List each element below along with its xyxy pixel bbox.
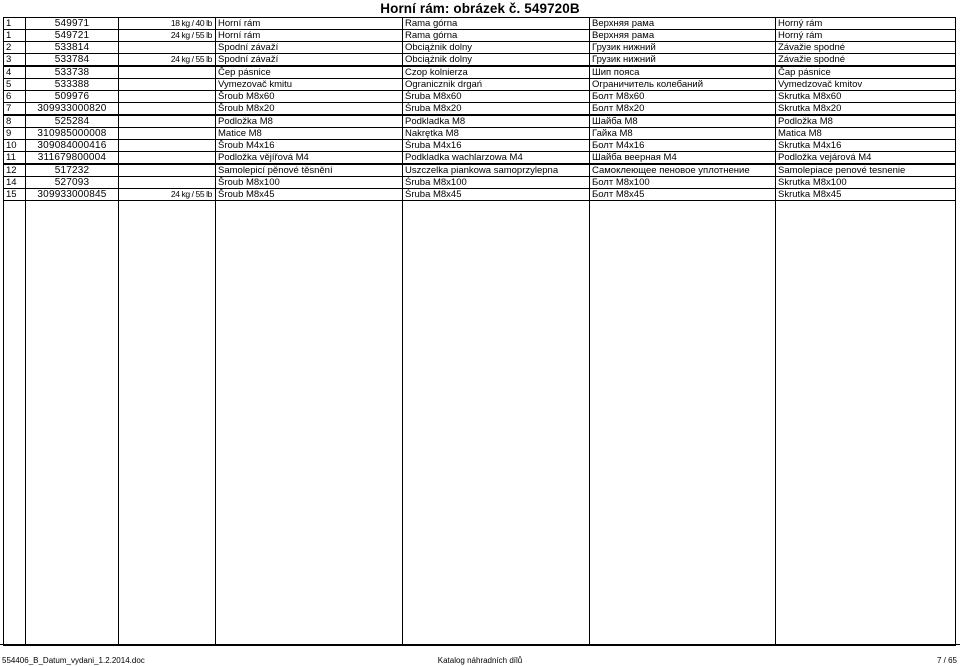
- cell-name-polish: Obciążnik dolny: [403, 42, 590, 54]
- cell-position-number: 1: [4, 18, 26, 30]
- cell-name-slovak: Podložka M8: [776, 115, 956, 128]
- table-row: [4, 164, 956, 177]
- cell-weight: [119, 128, 216, 140]
- cell-part-number: 533814: [26, 42, 119, 54]
- cell-part-number: 309933000845: [26, 189, 119, 201]
- cell-name-russian: Шип пояса: [590, 66, 776, 79]
- cell-name-russian: Гайка M8: [590, 128, 776, 140]
- cell-name-slovak: Závažie spodné: [776, 54, 956, 67]
- cell-name-russian: Ограничитель колебаний: [590, 79, 776, 91]
- empty-cell: [4, 201, 26, 646]
- cell-name-slovak: Horný rám: [776, 18, 956, 30]
- cell-name-polish: Podkladka wachlarzowa M4: [403, 152, 590, 165]
- footer-catalog-title: Katalog náhradních dílů: [437, 656, 523, 665]
- cell-name-russian: Грузик нижний: [590, 42, 776, 54]
- table-row: [4, 189, 956, 201]
- empty-cell: [776, 201, 956, 646]
- cell-weight: 24 kg / 55 lb: [119, 189, 216, 201]
- page-title: Horní rám: obrázek č. 549720B: [380, 1, 580, 16]
- cell-name-russian: Верхняя рама: [590, 18, 776, 30]
- parts-table-body: [4, 18, 956, 646]
- cell-name-polish: Śruba M8x60: [403, 91, 590, 103]
- cell-name-czech: Spodní závaží: [216, 54, 403, 67]
- empty-cell: [403, 201, 590, 646]
- cell-part-number: 309084000416: [26, 140, 119, 152]
- table-row: [4, 177, 956, 189]
- table-row: [4, 66, 956, 79]
- cell-part-number: 549721: [26, 30, 119, 42]
- cell-part-number: 533738: [26, 66, 119, 79]
- cell-name-russian: Болт M8x20: [590, 103, 776, 116]
- cell-part-number: 533388: [26, 79, 119, 91]
- cell-position-number: 7: [4, 103, 26, 116]
- cell-part-number: 527093: [26, 177, 119, 189]
- cell-position-number: 2: [4, 42, 26, 54]
- table-row: [4, 18, 956, 30]
- cell-position-number: 10: [4, 140, 26, 152]
- cell-name-slovak: Skrutka M8x45: [776, 189, 956, 201]
- table-row: [4, 140, 956, 152]
- cell-name-polish: Obciążnik dolny: [403, 54, 590, 67]
- cell-name-polish: Rama górna: [403, 18, 590, 30]
- cell-weight: [119, 140, 216, 152]
- cell-name-czech: Podložka vějířová M4: [216, 152, 403, 165]
- cell-position-number: 9: [4, 128, 26, 140]
- table-row: [4, 79, 956, 91]
- cell-weight: [119, 103, 216, 116]
- cell-name-russian: Болт M8x45: [590, 189, 776, 201]
- cell-name-czech: Šroub M4x16: [216, 140, 403, 152]
- cell-name-polish: Śruba M8x100: [403, 177, 590, 189]
- cell-position-number: 11: [4, 152, 26, 165]
- cell-position-number: 5: [4, 79, 26, 91]
- cell-name-czech: Šroub M8x20: [216, 103, 403, 116]
- cell-name-polish: Ogranicznik drgań: [403, 79, 590, 91]
- cell-name-polish: Śruba M4x16: [403, 140, 590, 152]
- cell-name-russian: Верхняя рама: [590, 30, 776, 42]
- empty-cell: [26, 201, 119, 646]
- cell-name-czech: Matice M8: [216, 128, 403, 140]
- cell-part-number: 517232: [26, 164, 119, 177]
- cell-weight: [119, 79, 216, 91]
- cell-name-czech: Šroub M8x45: [216, 189, 403, 201]
- table-row: [4, 30, 956, 42]
- cell-position-number: 4: [4, 66, 26, 79]
- cell-name-slovak: Horný rám: [776, 30, 956, 42]
- cell-name-slovak: Skrutka M8x60: [776, 91, 956, 103]
- table-row: [4, 103, 956, 116]
- footer-page-number: 7 / 65: [936, 656, 957, 665]
- cell-weight: [119, 66, 216, 79]
- cell-position-number: 3: [4, 54, 26, 67]
- cell-name-czech: Horní rám: [216, 18, 403, 30]
- table-row: [4, 91, 956, 103]
- cell-name-polish: Śruba M8x20: [403, 103, 590, 116]
- empty-cell: [216, 201, 403, 646]
- cell-part-number: 533784: [26, 54, 119, 67]
- cell-name-polish: Śruba M8x45: [403, 189, 590, 201]
- cell-part-number: 311679800004: [26, 152, 119, 165]
- parts-table: [3, 17, 956, 646]
- cell-name-czech: Podložka M8: [216, 115, 403, 128]
- cell-part-number: 310985000008: [26, 128, 119, 140]
- table-row: [4, 115, 956, 128]
- cell-name-polish: Czop kolnierza: [403, 66, 590, 79]
- cell-weight: 24 kg / 55 lb: [119, 30, 216, 42]
- table-row: [4, 42, 956, 54]
- cell-part-number: 509976: [26, 91, 119, 103]
- cell-name-polish: Uszczelka piankowa samoprzylepna: [403, 164, 590, 177]
- cell-weight: [119, 115, 216, 128]
- cell-name-czech: Vymezovač kmitu: [216, 79, 403, 91]
- cell-weight: 18 kg / 40 lb: [119, 18, 216, 30]
- footer-divider: [0, 644, 960, 645]
- cell-name-slovak: Podložka vejárová M4: [776, 152, 956, 165]
- table-row: [4, 128, 956, 140]
- cell-weight: 24 kg / 55 lb: [119, 54, 216, 67]
- cell-name-slovak: Samolepiace penové tesnenie: [776, 164, 956, 177]
- cell-name-polish: Podkladka M8: [403, 115, 590, 128]
- cell-weight: [119, 164, 216, 177]
- cell-name-czech: Šroub M8x60: [216, 91, 403, 103]
- cell-weight: [119, 152, 216, 165]
- cell-name-slovak: Skrutka M8x100: [776, 177, 956, 189]
- cell-name-czech: Čep pásnice: [216, 66, 403, 79]
- cell-position-number: 15: [4, 189, 26, 201]
- cell-name-slovak: Matica M8: [776, 128, 956, 140]
- cell-name-slovak: Skrutka M8x20: [776, 103, 956, 116]
- cell-name-slovak: Vymedzovač kmitov: [776, 79, 956, 91]
- cell-position-number: 1: [4, 30, 26, 42]
- cell-name-russian: Шайба M8: [590, 115, 776, 128]
- cell-name-czech: Spodní závaží: [216, 42, 403, 54]
- table-row: [4, 54, 956, 67]
- cell-name-slovak: Skrutka M4x16: [776, 140, 956, 152]
- empty-table-row: [4, 201, 956, 646]
- cell-part-number: 525284: [26, 115, 119, 128]
- cell-position-number: 8: [4, 115, 26, 128]
- table-row: [4, 152, 956, 165]
- cell-weight: [119, 42, 216, 54]
- cell-name-czech: Horní rám: [216, 30, 403, 42]
- empty-cell: [590, 201, 776, 646]
- cell-position-number: 12: [4, 164, 26, 177]
- cell-name-czech: Samolepicí pěnové těsnění: [216, 164, 403, 177]
- cell-position-number: 6: [4, 91, 26, 103]
- cell-name-russian: Шайба веерная M4: [590, 152, 776, 165]
- cell-position-number: 14: [4, 177, 26, 189]
- cell-name-russian: Самоклеющее пеновое уплотнение: [590, 164, 776, 177]
- cell-name-russian: Болт M4x16: [590, 140, 776, 152]
- cell-weight: [119, 91, 216, 103]
- cell-name-russian: Болт M8x60: [590, 91, 776, 103]
- cell-part-number: 309933000820: [26, 103, 119, 116]
- cell-weight: [119, 177, 216, 189]
- cell-name-polish: Rama górna: [403, 30, 590, 42]
- cell-name-russian: Грузик нижний: [590, 54, 776, 67]
- cell-part-number: 549971: [26, 18, 119, 30]
- cell-name-slovak: Závažie spodné: [776, 42, 956, 54]
- cell-name-czech: Šroub M8x100: [216, 177, 403, 189]
- cell-name-slovak: Čap pásnice: [776, 66, 956, 79]
- cell-name-polish: Nakrętka M8: [403, 128, 590, 140]
- cell-name-russian: Болт M8x100: [590, 177, 776, 189]
- footer-filename: 554406_B_Datum_vydani_1.2.2014.doc: [2, 656, 145, 665]
- empty-cell: [119, 201, 216, 646]
